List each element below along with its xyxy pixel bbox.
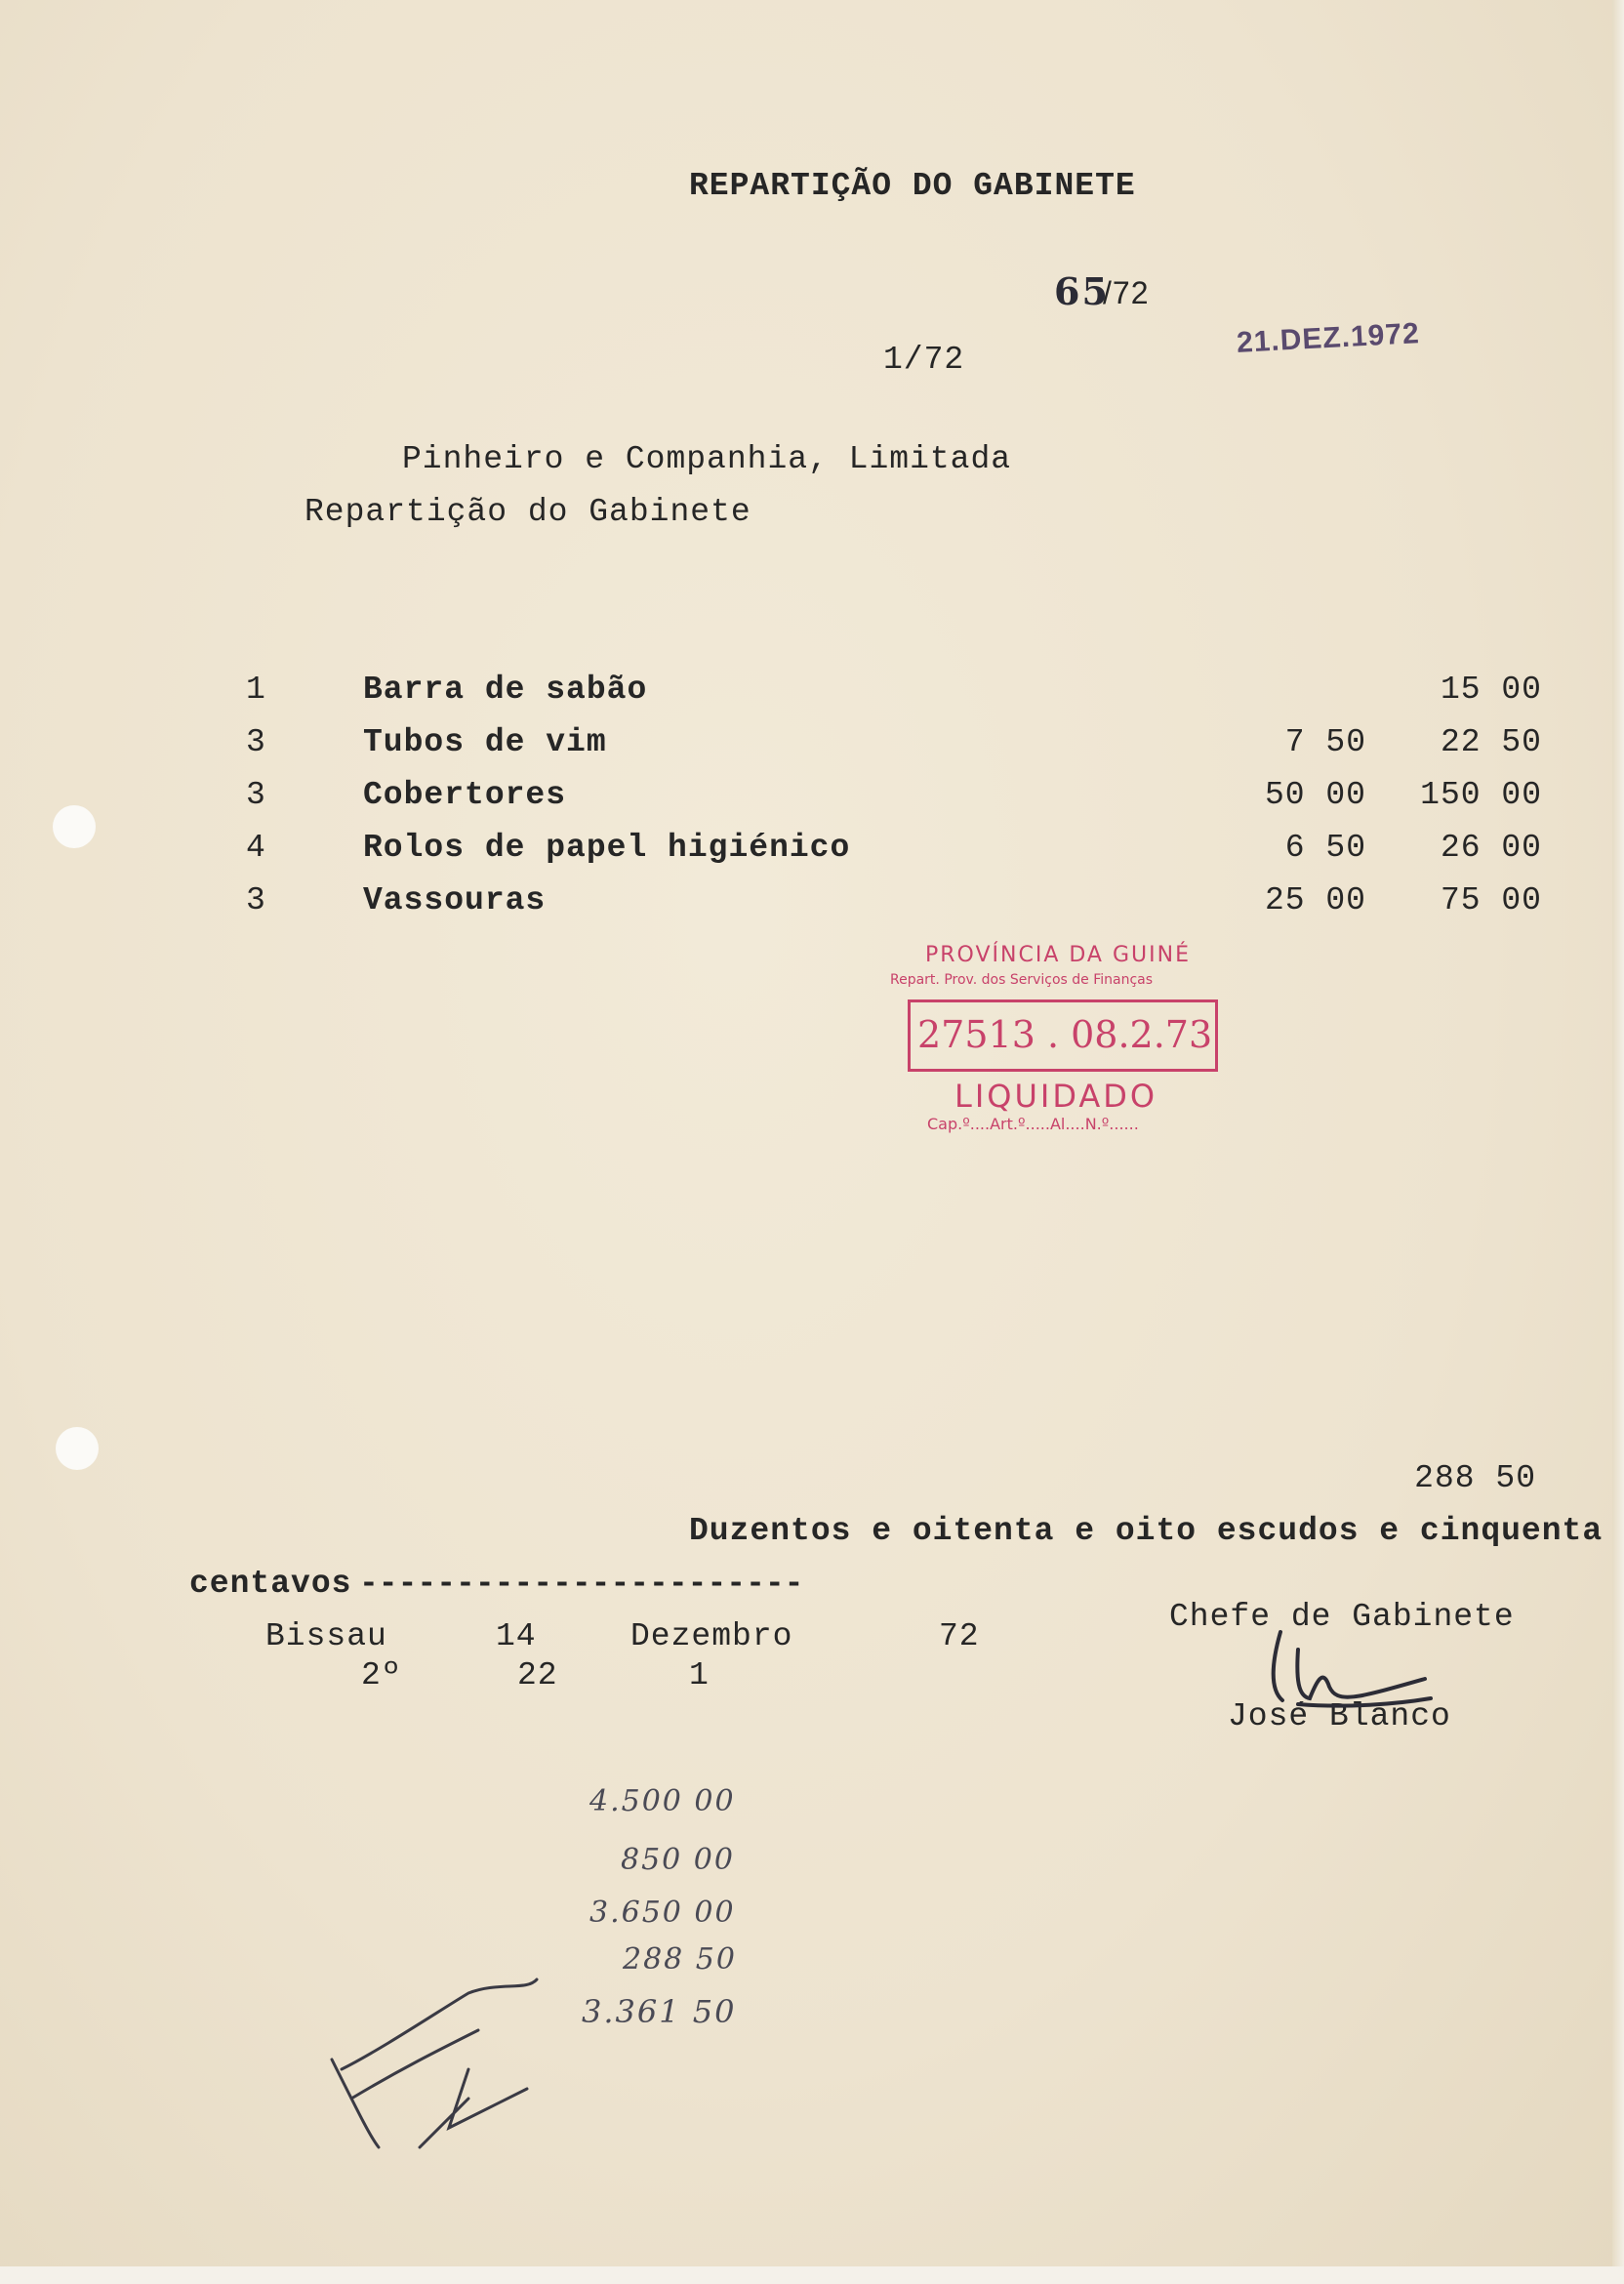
calc-line: 3.650 00 [589, 1896, 736, 1930]
calc-line: 4.500 00 [589, 1784, 736, 1818]
document-number-handwritten: 65 [1054, 269, 1110, 313]
item-total: 75 00 [1440, 882, 1542, 918]
stamp-status: LIQUIDADO [954, 1078, 1158, 1115]
item-total: 26 00 [1440, 830, 1542, 866]
item-total: 22 50 [1440, 724, 1542, 760]
place-city: Bissau [265, 1618, 387, 1654]
calc-line: 3.361 50 [582, 1993, 737, 2030]
item-quantity: 3 [246, 777, 266, 813]
item-unit-price: 50 00 [1264, 777, 1366, 813]
amount-in-words-continued: centavos [189, 1566, 352, 1602]
stamp-province: PROVÍNCIA DA GUINÉ [925, 943, 1191, 967]
calc-line: 850 00 [621, 1843, 735, 1877]
document-number-suffix: /72 [1103, 275, 1150, 310]
item-quantity: 3 [246, 724, 266, 760]
calc-line: 288 50 [623, 1942, 737, 1977]
total-amount: 288 50 [1414, 1460, 1536, 1496]
item-description: Tubos de vim [363, 724, 607, 760]
code-3: 1 [689, 1657, 710, 1693]
recipient-company: Pinheiro e Companhia, Limitada [402, 441, 1012, 477]
item-description: Cobertores [363, 777, 567, 813]
date-day: 14 [496, 1618, 537, 1654]
date-stamp: 21.DEZ.1972 [1236, 317, 1421, 359]
amount-in-words: Duzentos e oitenta e oito escudos e cinquenta [689, 1513, 1604, 1549]
item-unit-price: 25 00 [1264, 882, 1366, 918]
recipient-department: Repartição do Gabinete [304, 494, 751, 530]
stamp-number: 27513 . 08.2.73 [917, 1013, 1213, 1056]
date-year: 72 [939, 1618, 980, 1654]
code-1: 2º [361, 1657, 402, 1693]
date-month: Dezembro [630, 1618, 793, 1654]
handwritten-initials [322, 1972, 566, 2177]
page-edge-bottom [0, 2266, 1624, 2284]
item-description: Vassouras [363, 882, 547, 918]
signatory-name: José Blanco [1228, 1698, 1451, 1734]
item-quantity: 4 [246, 830, 266, 866]
item-quantity: 3 [246, 882, 266, 918]
item-description: Rolos de papel higiénico [363, 830, 851, 866]
item-unit-price: 6 50 [1284, 830, 1366, 866]
code-2: 22 [517, 1657, 558, 1693]
item-unit-price: 7 50 [1284, 724, 1366, 760]
item-description: Barra de sabão [363, 672, 648, 708]
signature-scribble [1259, 1611, 1454, 1728]
stamp-department: Repart. Prov. dos Serviços de Finanças [890, 972, 1154, 988]
reference-number: 1/72 [883, 342, 965, 378]
item-total: 15 00 [1440, 672, 1542, 708]
fill-dashes: ----------------------- [359, 1566, 804, 1602]
document-title: REPARTIÇÃO DO GABINETE [689, 168, 1136, 204]
punch-hole-top [53, 805, 96, 848]
item-quantity: 1 [246, 672, 266, 708]
punch-hole-bottom [56, 1427, 99, 1470]
signatory-title: Chefe de Gabinete [1169, 1599, 1515, 1635]
item-total: 150 00 [1420, 777, 1542, 813]
stamp-fields: Cap.º....Art.º.....Al....N.º...... [927, 1115, 1139, 1133]
page-edge-right [1612, 0, 1624, 2284]
